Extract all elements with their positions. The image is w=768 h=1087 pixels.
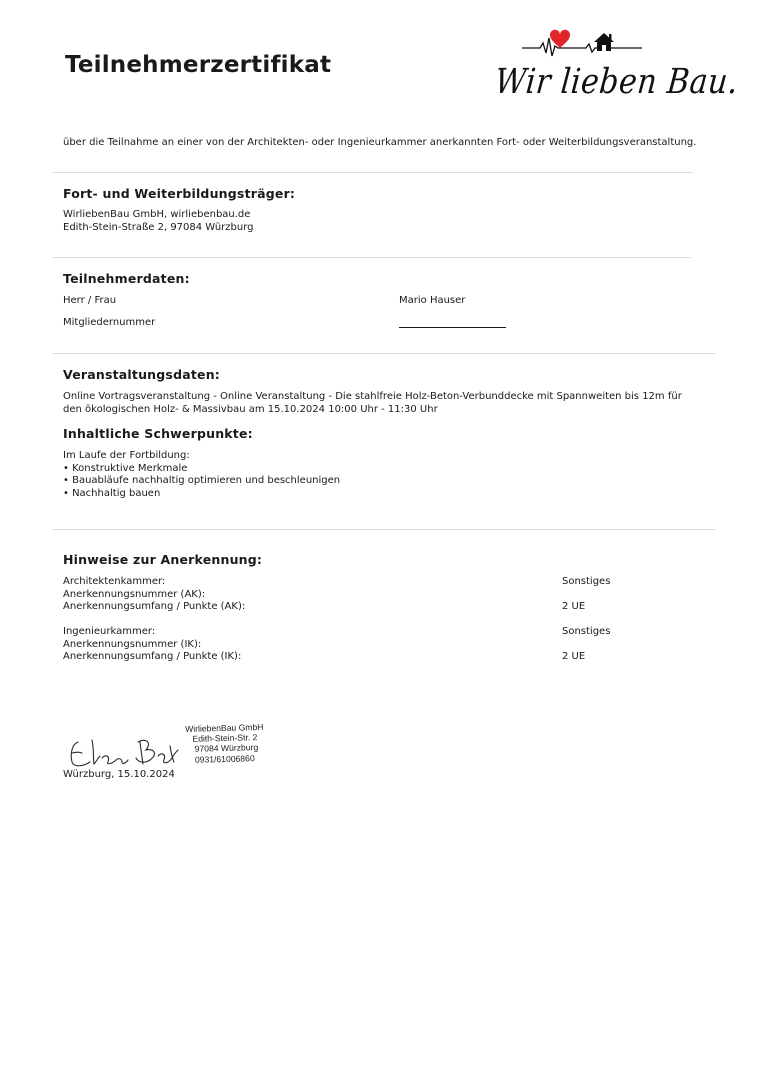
ik-labels: [63, 626, 241, 664]
list-item: • Bauabläufe nachhaltig optimieren und beschleunigen: [63, 475, 340, 488]
event-line-2: den ökologischen Holz- & Massivbau am 15.10.2024 10:00 Uhr - 11:30 Uhr: [63, 403, 438, 415]
intro-text: über die Teilnahme an einer von der Architekten- oder Ingenieurkammer anerkannten Fort- oder Weiterbildungsveranstaltung.: [63, 137, 697, 148]
ik-chamber-label: Ingenieurkammer:: [63, 626, 156, 637]
list-item: • Konstruktive Merkmale: [63, 463, 340, 476]
focus-content: [63, 450, 340, 500]
ak-points-value: 2 UE: [562, 601, 586, 612]
focus-intro: Im Laufe der Fortbildung:: [63, 450, 190, 461]
divider: [52, 172, 693, 173]
salutation-label: Herr / Frau: [63, 295, 117, 306]
participant-name: Mario Hauser: [399, 295, 466, 306]
ak-number-label: Anerkennungsnummer (AK):: [63, 588, 206, 600]
member-number-blank: [399, 327, 506, 328]
heartbeat-line-icon: [522, 38, 642, 56]
divider: [52, 529, 716, 530]
event-line-1: Online Vortragsveranstaltung - Online Veranstaltung - Die stahlfreie Holz-Beton-Verbunddecke mit Spannweiten bis 12m für: [63, 391, 682, 402]
event-heading: Veranstaltungsdaten:: [63, 367, 220, 382]
provider-heading: Fort- und Weiterbildungsträger:: [63, 186, 296, 201]
participant-heading: Teilnehmerdaten:: [63, 271, 190, 286]
stamp-line: WirliebenBau GmbH: [185, 721, 264, 734]
ak-labels: [63, 576, 245, 614]
provider-info: [63, 209, 254, 234]
heart-icon: [550, 30, 570, 48]
provider-address: Edith-Stein-Straße 2, 97084 Würzburg: [63, 221, 254, 233]
ak-points-label: Anerkennungsumfang / Punkte (AK):: [63, 601, 246, 613]
ik-points-value: 2 UE: [562, 651, 586, 662]
place-date: Würzburg, 15.10.2024: [63, 769, 175, 780]
house-icon: [594, 33, 614, 51]
ik-number-label: Anerkennungsnummer (IK):: [63, 638, 202, 650]
ik-points-label: Anerkennungsumfang / Punkte (IK):: [63, 651, 242, 663]
member-number-label: Mitgliedernummer: [63, 317, 156, 328]
list-item: • Nachhaltig bauen: [63, 488, 340, 501]
provider-name: WirliebenBau GmbH, wirliebenbau.de: [63, 209, 251, 220]
handwritten-signature: [66, 732, 181, 772]
ak-chamber-label: Architektenkammer:: [63, 576, 166, 587]
ak-chamber-value: Sonstiges: [562, 576, 611, 587]
focus-list: [63, 463, 340, 501]
stamp-line: 0931/61006860: [194, 752, 255, 765]
stamp-line: Edith-Stein-Str. 2: [192, 732, 258, 745]
focus-heading: Inhaltliche Schwerpunkte:: [63, 426, 253, 441]
ik-chamber-value: Sonstiges: [562, 626, 611, 637]
company-stamp: [185, 722, 264, 765]
divider: [52, 353, 716, 354]
logo-wordmark: Wir lieben Bau.: [493, 62, 740, 103]
divider: [52, 257, 691, 258]
recognition-heading: Hinweise zur Anerkennung:: [63, 552, 263, 567]
event-description: [63, 391, 682, 416]
certificate-title: Teilnehmerzertifikat: [65, 52, 332, 78]
stamp-line: 97084 Würzburg: [194, 742, 259, 755]
